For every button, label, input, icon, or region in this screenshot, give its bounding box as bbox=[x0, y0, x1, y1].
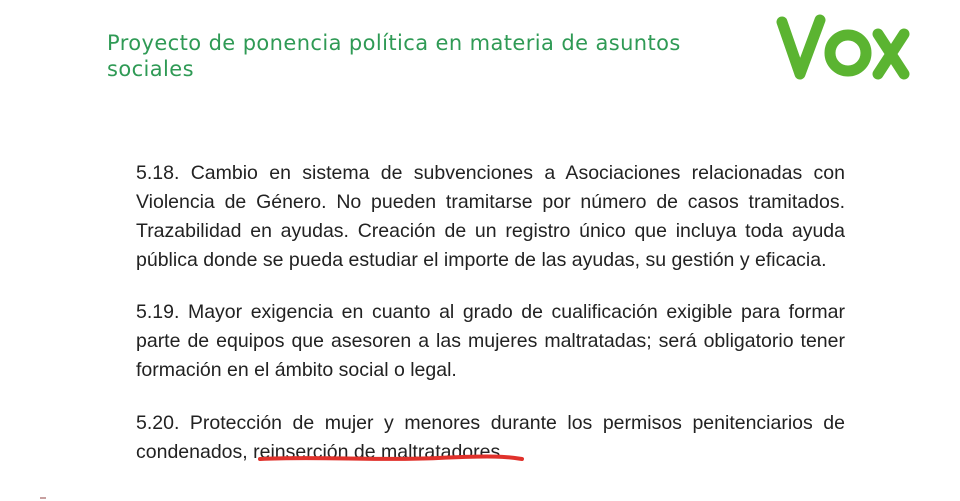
document-header-title: Proyecto de ponencia política en materia de asuntos sociales bbox=[107, 31, 681, 81]
margin-mark bbox=[40, 497, 46, 499]
paragraph-5-20-text: 5.20. Protección de mujer y menores durante los permisos penitenciarios de condenados, bbox=[136, 412, 845, 463]
paragraph-5-20-end: . bbox=[500, 441, 506, 463]
highlighted-phrase: reinserción de maltratadores bbox=[253, 441, 501, 463]
paragraph-5-18: 5.18. Cambio en sistema de subvenciones a Asociaciones relacionadas con Violencia de Género. No pueden tramitarse por número de casos tramitados. Trazabilidad en ayudas. Creación de un registro único que incluya toda ayuda pública donde se pueda estudiar el importe de las ayudas, su gestión y eficacia. bbox=[136, 162, 845, 271]
vox-logo bbox=[776, 14, 914, 84]
red-underline-annotation bbox=[258, 452, 528, 466]
paragraph-5-19: 5.19. Mayor exigencia en cuanto al grado de cualificación exigible para formar parte de equipos que asesoren a las mujeres maltratadas; será obligatorio tener formación en el ámbito social o legal. bbox=[136, 301, 845, 381]
